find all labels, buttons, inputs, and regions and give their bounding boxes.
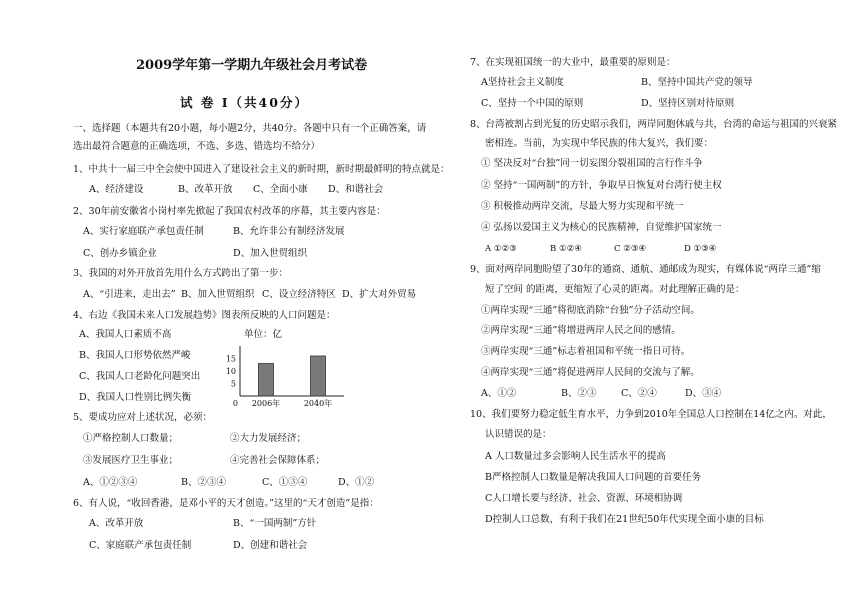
q10-option-b[interactable]: B严格控制人口数量是解决我国人口问题的首要任务 <box>485 472 701 483</box>
q7-option-b[interactable]: B、坚持中国共产党的领导 <box>641 77 753 88</box>
q9-item-2: ②两岸实现“三通”将增进两岸人民之间的感情。 <box>481 325 681 336</box>
q9-item-3: ③两岸实现“三通”标志着祖国和平统一指日可待。 <box>481 346 691 357</box>
q1-option-d[interactable]: D、和谐社会 <box>328 184 384 195</box>
chart-y-tick-label: 15 <box>225 354 236 364</box>
chart-y-tick-label: 10 <box>225 367 236 376</box>
q9-item-4: ④两岸实现“三通”将促进两岸人民间的交流与了解。 <box>481 367 700 378</box>
q5-item-2: ②大力发展经济； <box>230 433 307 444</box>
q9-option-c[interactable]: C、②④ <box>621 388 657 399</box>
population-trend-chart <box>218 344 348 410</box>
q5-option-a[interactable]: A、①②③④ <box>83 477 138 488</box>
q9-item-1: ①两岸实现“三通”将彻底消除“台独”分子活动空间。 <box>481 305 700 316</box>
question-9-line-2: 短了空间 的距离，更缩短了心灵的距离。对此理解正确的是： <box>485 284 745 295</box>
q9-option-a[interactable]: A、①② <box>481 388 517 399</box>
chart-y-tick-label: 0 <box>232 399 238 408</box>
question-6: 6、有人说，“收回香港，是邓小平的天才创造。”这里的“天才创造”是指： <box>73 498 379 509</box>
q8-item-2: ② 坚持“一国两制”的方针，争取早日恢复对台湾行使主权 <box>481 180 722 191</box>
chart-x-tick-label: 2006年 <box>251 399 281 408</box>
question-5: 5、要成功应对上述状况，必须： <box>73 412 213 423</box>
q8-option-d[interactable]: D ①③④ <box>684 244 717 254</box>
q8-option-a[interactable]: A ①②③ <box>485 244 517 254</box>
q6-option-a[interactable]: A、改革开放 <box>89 518 144 529</box>
question-10-line-2: 认识错误的是： <box>485 429 552 440</box>
q6-option-d[interactable]: D、创建和谐社会 <box>233 540 308 551</box>
q4-option-b[interactable]: B、我国人口形势依然严峻 <box>79 350 191 361</box>
question-2: 2、30年前安徽省小岗村率先掀起了我国农村改革的序幕，其主要内容是： <box>73 206 386 217</box>
q9-option-d[interactable]: D、③④ <box>685 388 722 399</box>
chart-unit-label: 单位：亿 <box>244 329 283 340</box>
q10-option-a[interactable]: A 人口数量过多会影响人民生活水平的提高 <box>485 451 666 462</box>
q8-item-4: ④ 弘扬以爱国主义为核心的民族精神，自觉维护国家统一 <box>481 222 722 233</box>
q6-option-b[interactable]: B、“一国两制”方针 <box>233 518 317 529</box>
q7-option-a[interactable]: A坚持社会主义制度 <box>481 77 564 88</box>
q8-option-c[interactable]: C ②③④ <box>614 244 647 254</box>
q8-option-b[interactable]: B ①②④ <box>550 244 582 254</box>
q8-item-1: ① 坚决反对“台独”同一切妄图分裂祖国的言行作斗争 <box>481 158 703 169</box>
q1-option-a[interactable]: A、经济建设 <box>89 184 144 195</box>
paper-title: 试 卷 Ⅰ（共40分） <box>180 95 309 110</box>
q10-option-d[interactable]: D控制人口总数，有利于我们在21世纪50年代实现全面小康的目标 <box>485 514 764 525</box>
question-10-line-1: 10、我们要努力稳定低生育水平，力争到2010年全国总人口控制在14亿之内。对此， <box>470 409 832 420</box>
section-intro-line-2: 选出最符合题意的正确选项，不选、多选、错选均不给分） <box>73 141 321 152</box>
q5-item-1: ①严格控制人口数量； <box>83 433 179 444</box>
q4-option-a[interactable]: A、我国人口素质不高 <box>79 329 172 340</box>
chart-y-tick-label: 5 <box>230 379 236 389</box>
q2-option-b[interactable]: B、允许非公有制经济发展 <box>233 226 345 237</box>
question-8-line-2: 密相连。当前，为实现中华民族的伟大复兴，我们要： <box>485 138 714 149</box>
q2-option-c[interactable]: C、创办乡镇企业 <box>83 248 157 259</box>
q3-option-d[interactable]: D、扩大对外贸易 <box>342 289 417 300</box>
q9-option-b[interactable]: B、②③ <box>561 388 597 399</box>
chart-x-tick-label: 2040年 <box>303 399 333 408</box>
question-7: 7、在实现祖国统一的大业中，最重要的原则是： <box>470 57 676 68</box>
q10-option-c[interactable]: C人口增长要与经济、社会、资源、环境相协调 <box>485 493 683 504</box>
section-intro-line-1: 一、选择题（本题共有20小题，每小题2分，共40分。各题中只有一个正确答案，请 <box>73 123 427 134</box>
question-1: 1、中共十一届三中全会使中国进入了建设社会主义的新时期，新时期最鲜明的特点就是： <box>73 164 450 175</box>
question-4: 4、右边《我国未来人口发展趋势》图表所反映的人口问题是： <box>73 310 336 321</box>
q7-option-c[interactable]: C、坚持一个中国的原则 <box>481 98 584 109</box>
q3-option-a[interactable]: A、“引进来，走出去” <box>83 289 176 300</box>
q4-option-c[interactable]: C、我国人口老龄化问题突出 <box>79 371 201 382</box>
q3-option-c[interactable]: C、设立经济特区 <box>262 289 336 300</box>
q6-option-c[interactable]: C、家庭联产承包责任制 <box>89 540 192 551</box>
question-8-line-1: 8、台湾被割占到光复的历史昭示我们，两岸同胞休戚与共，台湾的命运与祖国的兴衰紧 <box>470 119 838 130</box>
q1-option-c[interactable]: C、全面小康 <box>253 184 308 195</box>
q4-option-d[interactable]: D、我国人口性别比例失衡 <box>79 392 192 403</box>
exam-title: 2009学年第一学期九年级社会月考试卷 <box>136 58 368 73</box>
q7-option-d[interactable]: D、坚持区别对待原则 <box>641 98 735 109</box>
q1-option-b[interactable]: B、改革开放 <box>178 184 233 195</box>
question-3: 3、我国的对外开放首先用什么方式跨出了第一步： <box>73 268 289 279</box>
q5-option-d[interactable]: D、①② <box>338 477 375 488</box>
q5-item-3: ③发展医疗卫生事业； <box>83 455 179 466</box>
chart-bar <box>259 364 274 397</box>
chart-bar <box>311 356 326 396</box>
q5-option-b[interactable]: B、②③④ <box>181 477 226 488</box>
q2-option-d[interactable]: D、加入世贸组织 <box>233 248 308 259</box>
question-9-line-1: 9、面对两岸同胞盼望了30年的通商、通航、通邮成为现实，有媒体说“两岸三通”缩 <box>470 264 821 275</box>
q8-item-3: ③ 积极推动两岸交流，尽最大努力实现和平统一 <box>481 201 684 212</box>
q5-option-c[interactable]: C、①③④ <box>262 477 308 488</box>
q2-option-a[interactable]: A、实行家庭联产承包责任制 <box>83 226 204 237</box>
q5-item-4: ④完善社会保障体系； <box>230 455 326 466</box>
q3-option-b[interactable]: B、加入世贸组织 <box>181 289 255 300</box>
